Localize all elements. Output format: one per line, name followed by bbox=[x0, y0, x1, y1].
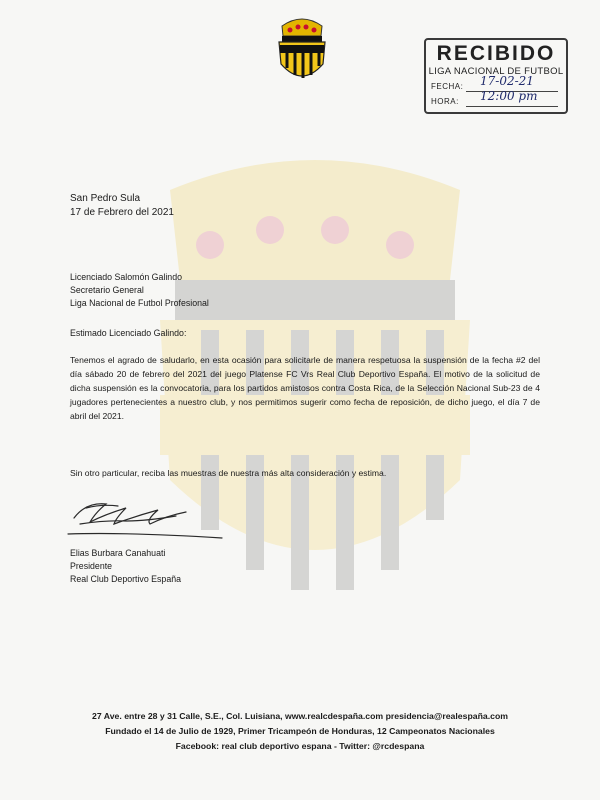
closing-line: Sin otro particular, reciba las muestras de nuestra más alta consideración y estima. bbox=[70, 468, 387, 478]
recipient-name: Licenciado Salomón Galindo bbox=[70, 272, 182, 282]
stamp-fecha-label: FECHA: bbox=[431, 82, 464, 91]
stamp-fecha-value: 17-02-21 bbox=[480, 74, 534, 88]
letter-place: San Pedro Sula bbox=[70, 193, 141, 204]
signer-title: Presidente bbox=[70, 561, 113, 571]
signer-name: Elias Burbara Canahuati bbox=[70, 548, 166, 558]
salutation: Estimado Licenciado Galindo: bbox=[70, 328, 187, 338]
signer-org: Real Club Deportivo España bbox=[70, 574, 182, 584]
stamp-hora-value: 12:00 pm bbox=[480, 89, 538, 103]
handwritten-signature bbox=[66, 494, 226, 542]
recipient-org: Liga Nacional de Futbol Profesional bbox=[70, 298, 209, 308]
letter-date: 17 de Febrero del 2021 bbox=[70, 207, 174, 218]
stamp-title: RECIBIDO bbox=[436, 42, 556, 65]
received-stamp bbox=[424, 38, 568, 114]
body-paragraph: Tenemos el agrado de saludarlo, en esta ocasión para solicitarle de manera respetuosa la suspensión de la fecha #2 del día sábado 20 de febrero del 2021 del juego Platense FC Vrs Real Club Deportivo España. El motivo de la solicitud de dicha suspensión es la convocatoria, para los partidos amistosos contra Costa Rica, de la Selección Nacional Sub-23 de 4 jugadores pertenecientes a nuestro club, y nos permitimos sugerir como fecha de reposición, de dicho juego, el día 7 de abril del 2021. bbox=[70, 355, 540, 421]
footer-history: Fundado el 14 de Julio de 1929, Primer Tricampeón de Honduras, 12 Campeonatos Nacionales bbox=[105, 726, 495, 736]
club-crest-logo bbox=[276, 12, 328, 86]
recipient-role: Secretario General bbox=[70, 285, 144, 295]
footer-address: 27 Ave. entre 28 y 31 Calle, S.E., Col. Luisiana, www.realcdespaña.com presidencia@realespaña.com bbox=[92, 711, 508, 721]
stamp-subtitle: LIGA NACIONAL DE FUTBOL bbox=[428, 66, 564, 77]
stamp-hora-label: HORA: bbox=[431, 97, 459, 106]
stamp-hora-line bbox=[466, 106, 558, 107]
footer-social: Facebook: real club deportivo espana - Twitter: @rcdespana bbox=[175, 741, 425, 751]
